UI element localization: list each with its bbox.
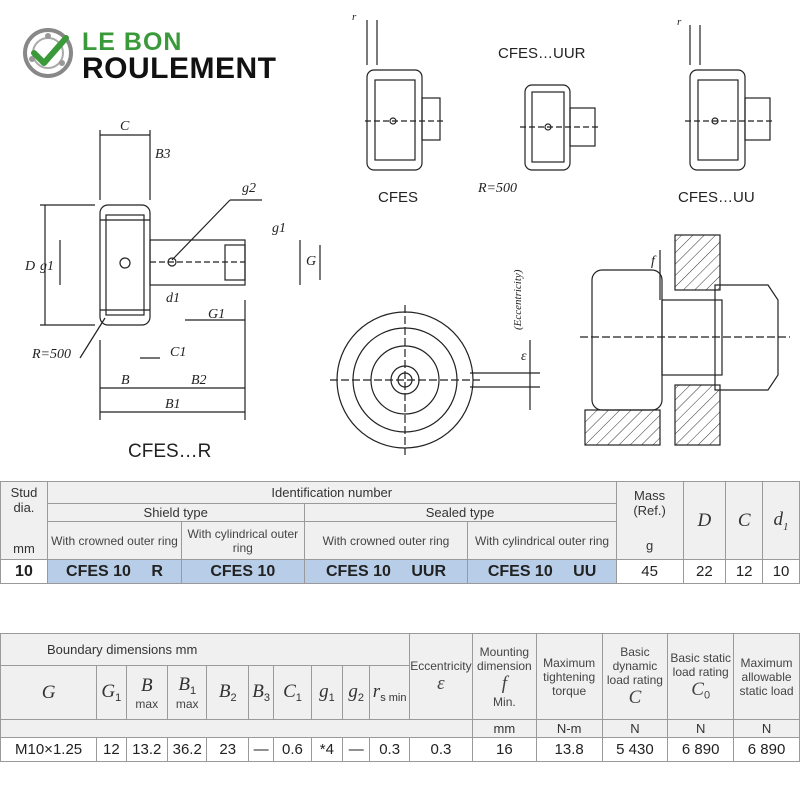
val-C1: 0.6 bbox=[274, 738, 311, 762]
table-row bbox=[1, 738, 800, 762]
id-cfes10uur: CFES 10 UUR bbox=[304, 560, 468, 584]
dim-B3: B3 bbox=[155, 147, 171, 162]
label-r500-b: R=500 bbox=[478, 181, 517, 196]
logo-text-bottom: ROULEMENT bbox=[82, 52, 277, 85]
dim-B: B bbox=[121, 373, 130, 388]
stud-value: 10 bbox=[1, 560, 48, 584]
dim-g1-left: g1 bbox=[40, 259, 54, 274]
val-B1: 36.2 bbox=[168, 738, 207, 762]
val-f: 16 bbox=[472, 738, 536, 762]
label-r500-a: R=500 bbox=[32, 347, 71, 362]
val-g1: *4 bbox=[311, 738, 342, 762]
identification-header: Identification number bbox=[47, 482, 616, 504]
col-C: C bbox=[726, 482, 763, 560]
val-max-static: 6 890 bbox=[734, 738, 800, 762]
id-cfes10uu: CFES 10 UU bbox=[468, 560, 616, 584]
dim-C1: C1 bbox=[170, 345, 187, 360]
val-B3: — bbox=[248, 738, 273, 762]
val-r: 0.3 bbox=[370, 738, 409, 762]
col-B1: $B_1$ max bbox=[168, 666, 207, 720]
shield-type-header: Shield type bbox=[47, 504, 304, 522]
caption-cfes-uu: CFES…UU bbox=[678, 189, 755, 206]
dim-epsilon: ε bbox=[521, 349, 527, 364]
front-view bbox=[330, 305, 540, 455]
val-B2: 23 bbox=[207, 738, 249, 762]
unit-N-2: N bbox=[668, 720, 734, 738]
logo-text-top: LE BON bbox=[82, 28, 183, 56]
eccentricity-label: (Eccentricity) bbox=[512, 269, 524, 330]
D-value: 22 bbox=[683, 560, 726, 584]
dim-C: C bbox=[120, 119, 130, 134]
val-C: 5 430 bbox=[602, 738, 668, 762]
col-D: D bbox=[683, 482, 726, 560]
val-C0: 6 890 bbox=[668, 738, 734, 762]
variant-cfes bbox=[365, 20, 445, 170]
caption-cfes-uur: CFES…UUR bbox=[498, 45, 586, 62]
variant-cfes-uur bbox=[520, 85, 600, 170]
col-B3: $B_3$ bbox=[248, 666, 273, 720]
cylindrical-header-2: With cylindrical outer ring bbox=[468, 522, 616, 560]
col-B: B max bbox=[126, 666, 168, 720]
id-cfes10r: CFES 10 R bbox=[47, 560, 181, 584]
val-B: 13.2 bbox=[126, 738, 168, 762]
val-g2: — bbox=[343, 738, 370, 762]
val-G: M10×1.25 bbox=[1, 738, 97, 762]
dim-g1-right: g1 bbox=[272, 221, 286, 236]
dim-B1: B1 bbox=[165, 397, 181, 412]
table-row bbox=[1, 560, 800, 584]
dyn-load-header: Basic dynamic load rating C bbox=[602, 634, 668, 720]
cylindrical-header-1: With cylindrical outer ring bbox=[182, 522, 304, 560]
col-C1: $C_1$ bbox=[274, 666, 311, 720]
id-cfes10: CFES 10 bbox=[182, 560, 304, 584]
unit-mm: mm bbox=[472, 720, 536, 738]
mounted-view bbox=[580, 235, 790, 445]
caption-cfes: CFES bbox=[378, 189, 419, 206]
unit-torque: N-m bbox=[536, 720, 602, 738]
mass-value: 45 bbox=[616, 560, 683, 584]
mass-header: Mass (Ref.) g bbox=[616, 482, 683, 560]
identification-table bbox=[0, 481, 800, 584]
boundary-table bbox=[0, 633, 800, 762]
dim-g2: g2 bbox=[242, 181, 256, 196]
col-B2: $B_2$ bbox=[207, 666, 249, 720]
dim-B2: B2 bbox=[191, 373, 207, 388]
val-torque: 13.8 bbox=[536, 738, 602, 762]
dim-d1: d1 bbox=[166, 291, 180, 306]
dim-G1: G1 bbox=[208, 307, 226, 322]
torque-header: Maximum tightening torque bbox=[536, 634, 602, 720]
col-G: G bbox=[1, 666, 97, 720]
crowned-header-2: With crowned outer ring bbox=[304, 522, 468, 560]
sealed-type-header: Sealed type bbox=[304, 504, 616, 522]
dim-G: G bbox=[306, 254, 317, 269]
boundary-header: Boundary dimensions mm bbox=[1, 634, 410, 666]
stat-load-header: Basic static load rating $C_0$ bbox=[668, 634, 734, 720]
unit-N-1: N bbox=[602, 720, 668, 738]
eccentricity-header: Eccentricity ε bbox=[409, 634, 472, 720]
val-eps: 0.3 bbox=[409, 738, 472, 762]
col-g2: $g_2$ bbox=[343, 666, 370, 720]
unit-N-3: N bbox=[734, 720, 800, 738]
C-value: 12 bbox=[726, 560, 763, 584]
crowned-header-1: With crowned outer ring bbox=[47, 522, 181, 560]
dim-r-2: r bbox=[677, 16, 682, 28]
col-g1: $g_1$ bbox=[311, 666, 342, 720]
d1-value: 10 bbox=[763, 560, 800, 584]
caption-cfes-r: CFES…R bbox=[128, 441, 212, 462]
stud-dia-header: Stud dia. mm bbox=[1, 482, 48, 560]
col-G1: $G_1$ bbox=[97, 666, 126, 720]
dim-r-1: r bbox=[352, 11, 357, 23]
col-rsmin: $r_{s min}$ bbox=[370, 666, 409, 720]
variant-cfes-uu bbox=[685, 25, 775, 170]
main-drawing bbox=[40, 130, 320, 420]
dim-D: D bbox=[25, 259, 36, 274]
col-d1: $d_1$ bbox=[763, 482, 800, 560]
dim-f: f bbox=[651, 254, 655, 269]
max-static-header: Maximum allowable static load bbox=[734, 634, 800, 720]
val-G1: 12 bbox=[97, 738, 126, 762]
mounting-header: Mounting dimension f Min. bbox=[472, 634, 536, 720]
